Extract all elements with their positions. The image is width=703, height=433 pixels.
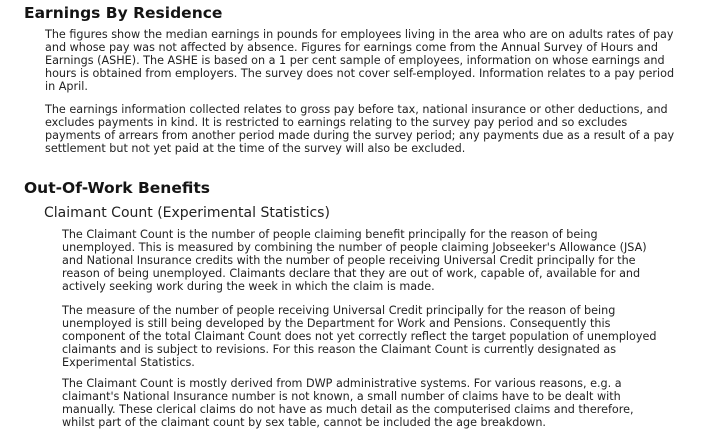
earnings-paragraph-1: The figures show the median earnings in pounds for employees living in the area who are on adults rates of pay and whose pay was not affected by absence. Figures for earnings come from the Annual Survey of Hours and Earnings (ASHE). The ASHE is based on a 1 per cent sample of employees, information on whose earnings and hours is obtained from employers. The survey does not cover self-employed. Information relates to a pay period in April. bbox=[45, 28, 675, 93]
earnings-by-residence-heading: Earnings By Residence bbox=[24, 4, 223, 22]
claimant-count-subheading: Claimant Count (Experimental Statistics) bbox=[44, 205, 330, 221]
claimant-count-paragraph-3: The Claimant Count is mostly derived from DWP administrative systems. For various reasons, e.g. a claimant's National Insurance number is not known, a small number of claims have to be dealt with manually. These clerical claims do not have as much detail as the computerised claims and therefore, whilst part of the claimant count by sex table, cannot be included the age breakdown. bbox=[62, 377, 634, 429]
out-of-work-benefits-heading: Out-Of-Work Benefits bbox=[24, 179, 210, 197]
claimant-count-paragraph-2: The measure of the number of people receiving Universal Credit principally for the reason of being unemployed is still being developed by the Department for Work and Pensions. Consequently this component of the total Claimant Count does not yet correctly reflect the target population of unemployed claimants and is subject to revisions. For this reason the Claimant Count is currently designated as Experimental Statistics. bbox=[62, 304, 657, 369]
earnings-paragraph-2: The earnings information collected relates to gross pay before tax, national insurance or other deductions, and excludes payments in kind. It is restricted to earnings relating to the survey pay period and so excludes payments of arrears from another period made during the survey period; any payments due as a result of a pay settlement but not yet paid at the time of the survey will also be excluded. bbox=[45, 103, 675, 155]
claimant-count-paragraph-1: The Claimant Count is the number of people claiming benefit principally for the reason of being unemployed. This is measured by combining the number of people claiming Jobseeker's Allowance (JSA) and National Insurance credits with the number of people receiving Universal Credit principally for the reason of being unemployed. Claimants declare that they are out of work, capable of, available for and actively seeking work during the week in which the claim is made. bbox=[62, 228, 647, 293]
